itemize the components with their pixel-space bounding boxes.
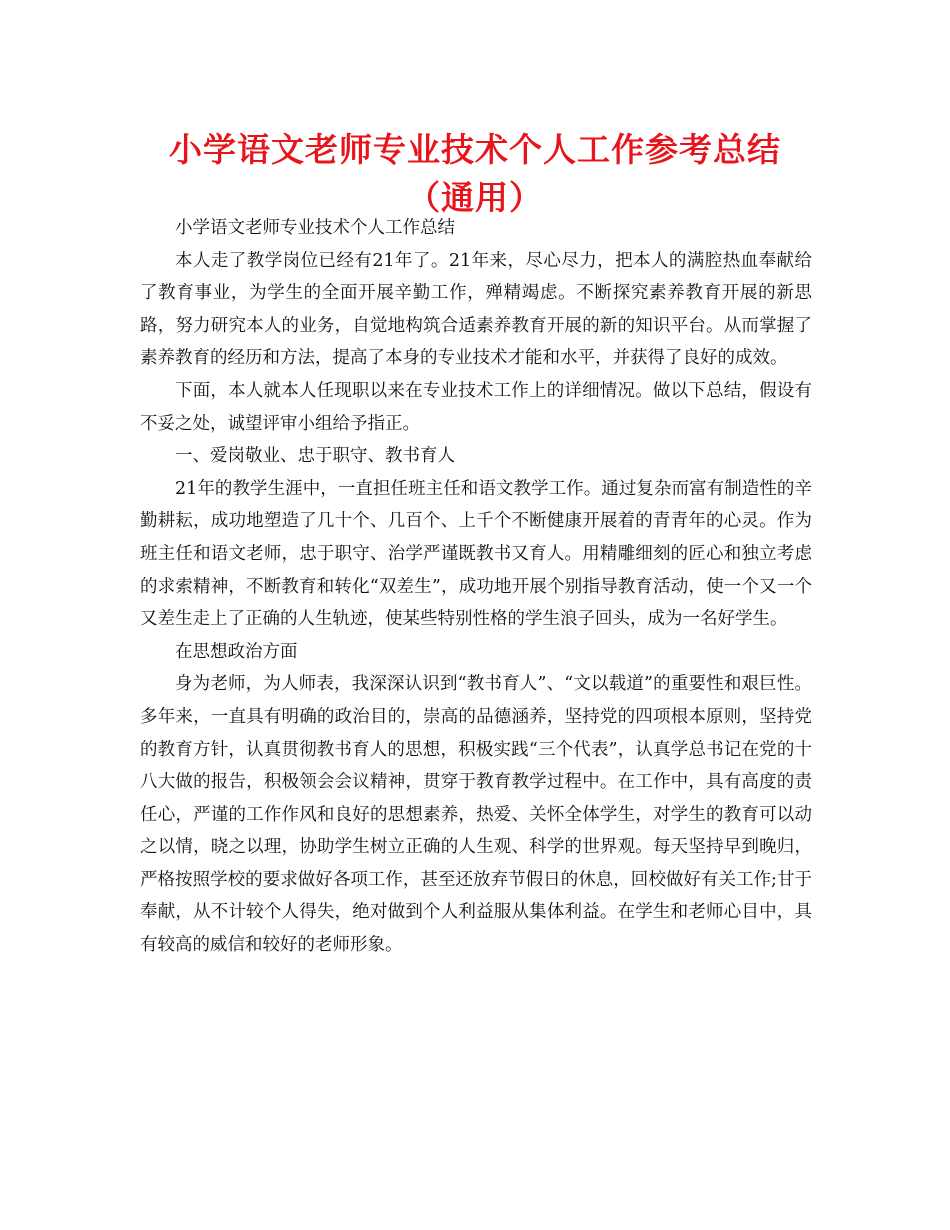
- intro-paragraph: 本人走了教学岗位已经有21年了。21年来，尽心尽力，把本人的满腔热血奉献给了教育事业，为学生的全面开展辛勤工作，殚精竭虑。不断探究素养教育开展的新思路，努力研究本人的业务，自觉地构筑合适素养教育开展的新的知识平台。从而掌握了素养教育的经历和方法，提高了本身的专业技术才能和水平，并获得了良好的成效。: [140, 250, 812, 369]
- section-heading-politics: 在思想政治方面: [175, 641, 298, 662]
- politics-paragraph: 身为老师，为人师表，我深深认识到“教书育人”、“文以载道”的重要性和艰巨性。多年来，一直具有明确的政治目的，崇高的品德涵养，坚持党的四项根本原则，坚持党的教育方针，认真贯彻教书育人的思想，积极实践“三个代表”，认真学总书记在党的十八大做的报告，积极领会会议精神，贯穿于教育教学过程中。在工作中，具有高度的责任心，严谨的工作作风和良好的思想素养，热爱、关怀全体学生，对学生的教育可以动之以情，晓之以理，协助学生树立正确的人生观、科学的世界观。每天坚持早到晚归，严格按照学校的要求做好各项工作，甚至还放弃节假日的休息，回校做好有关工作;甘于奉献，从不计较个人得失，绝对做到个人利益服从集体利益。在学生和老师心目中，具有较高的威信和较好的老师形象。: [140, 674, 812, 956]
- subtitle-paragraph: 小学语文老师专业技术个人工作总结: [175, 218, 455, 238]
- document-title: 小学语文老师专业技术个人工作参考总结（通用）: [169, 130, 781, 217]
- teaching-career-paragraph: 21年的教学生涯中，一直担任班主任和语文教学工作。通过复杂而富有制造性的辛勤耕耘，成功地塑造了几十个、几百个、上千个不断健康开展着的青青年的心灵。作为班主任和语文老师，忠于职守、治学严谨既教书又育人。用精雕细刻的匠心和独立考虑的求索精神，不断教育和转化“双差生”，成功地开展个别指导教育活动，使一个又一个又差生走上了正确的人生轨迹，使某些特别性格的学生浪子回头，成为一名好学生。: [140, 478, 812, 630]
- summary-intro-paragraph: 下面，本人就本人任现职以来在专业技术工作上的详细情况。做以下总结，假设有不妥之处，诚望评审小组给予指正。: [140, 380, 812, 434]
- section-heading-1: 一、爱岗敬业、忠于职守、教书育人: [175, 446, 455, 467]
- document-body: [140, 212, 812, 962]
